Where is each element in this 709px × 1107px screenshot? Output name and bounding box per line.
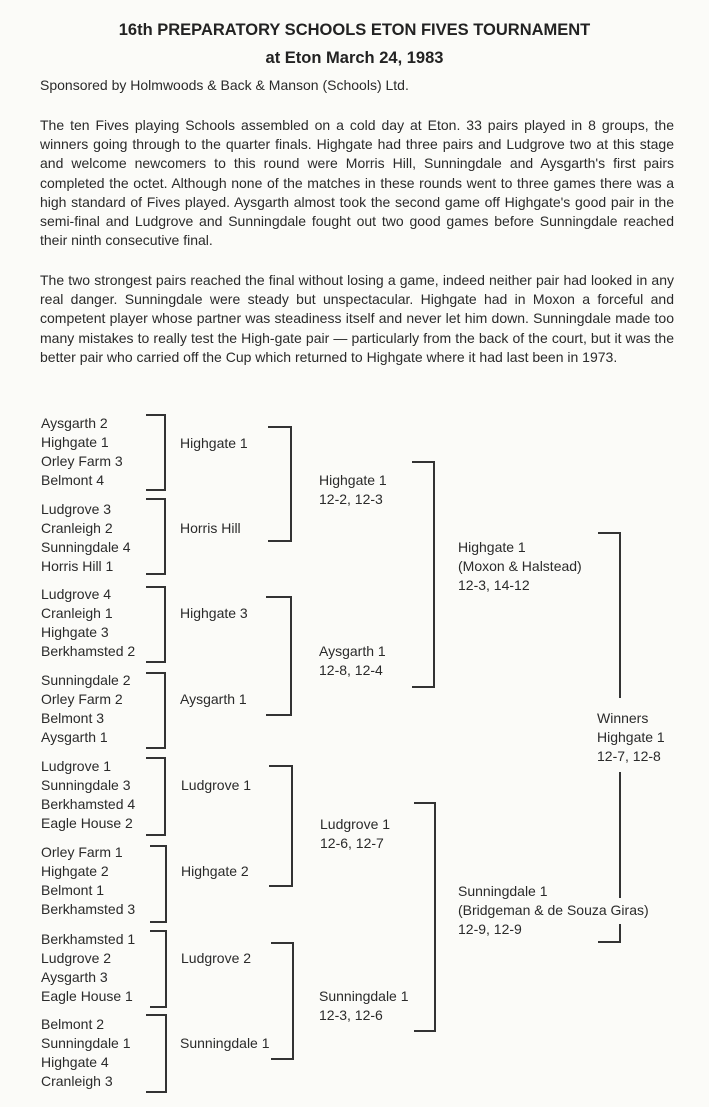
team: Highgate 2 xyxy=(41,863,109,879)
qf-bracket xyxy=(269,765,293,887)
team: Belmont 1 xyxy=(41,882,105,898)
team: Ludgrove 3 xyxy=(41,501,112,517)
qf-bracket xyxy=(266,596,292,716)
team: Ludgrove 2 xyxy=(41,950,112,966)
group-winner: Highgate 3 xyxy=(180,605,248,621)
team: Eagle House 2 xyxy=(41,815,133,831)
team: Sunningdale 1 xyxy=(41,1035,131,1051)
sf-players: (Moxon & Halstead) xyxy=(458,558,582,574)
winners-label: Winners xyxy=(597,710,649,726)
final-bracket-top xyxy=(598,532,621,534)
group-bracket xyxy=(146,414,166,491)
final-winner: Winners Highgate 1 12-7, 12-8 xyxy=(597,710,665,764)
team: Ludgrove 1 xyxy=(41,758,112,774)
qf-winner: Ludgrove 1 12-6, 12-7 xyxy=(320,816,391,851)
group-bracket xyxy=(150,845,167,923)
group-winner: Highgate 2 xyxy=(181,863,249,879)
group-bracket xyxy=(146,1014,167,1093)
final-bracket-lower xyxy=(619,772,621,898)
article-paragraph-1: The ten Fives playing Schools assembled on a cold day at Eton. 33 pairs played in 8 groups, the winners going through to the quarter finals. Highgate had three pairs and Ludgrove two at this stage and welcome newcomers to this round were Morris Hill, Sunningdale and Aysgarth's first pairs completed the octet. Although none of the matches in these rounds went to three games there was a high standard of Fives played. Aysgarth almost took the second game off Highgate's good pair in the semi-final and Ludgrove and Sunningdale fought out two good games before Sunningdale reached their ninth consecutive final. xyxy=(40,117,674,249)
group-bracket xyxy=(150,930,167,1008)
team: Belmont 4 xyxy=(41,472,105,488)
group-bracket xyxy=(146,586,166,663)
group-winner: Highgate 1 xyxy=(180,435,248,451)
group-winner: Aysgarth 1 xyxy=(180,691,247,707)
team: Highgate 4 xyxy=(41,1054,109,1070)
team: Cranleigh 2 xyxy=(41,520,113,536)
sf-bracket xyxy=(412,461,435,688)
group-1 xyxy=(41,414,123,490)
team: Horris Hill 1 xyxy=(41,558,114,574)
group-winner: Ludgrove 1 xyxy=(181,777,252,793)
qf-winner: Highgate 1 12-2, 12-3 xyxy=(319,472,387,507)
final-bracket-upper xyxy=(619,532,621,698)
group-2 xyxy=(41,500,131,576)
group-winner: Sunningdale 1 xyxy=(180,1035,270,1051)
article-paragraph-2: The two strongest pairs reached the final without losing a game, indeed neither pair had looked in any real danger. Sunningdale were steady but unspectacular. Highgate had in Moxon a forceful and competent player whose partner was steadiness itself and never let him down. Sunningdale made too many mistakes to really test the High-gate pair — particularly from the back of the court, but it was the better pair who carried off the Cup which returned to Highgate where it had last been in 1973. xyxy=(40,272,674,365)
sf-players: (Bridgeman & de Souza Giras) xyxy=(458,902,649,918)
final-bracket-bottom xyxy=(598,941,621,943)
team: Berkhamsted 2 xyxy=(41,643,136,659)
team: Belmont 2 xyxy=(41,1016,105,1032)
team: Sunningdale 2 xyxy=(41,672,131,688)
team: Berkhamsted 1 xyxy=(41,931,136,947)
team: Aysgarth 1 xyxy=(41,729,108,745)
sf-winner: Highgate 1 (Moxon & Halstead) 12-3, 14-12 xyxy=(458,539,582,593)
team: Sunningdale 4 xyxy=(41,539,131,555)
qf-score: 12-8, 12-4 xyxy=(319,662,383,678)
team: Berkhamsted 4 xyxy=(41,796,136,812)
sponsor-line: Sponsored by Holmwoods & Back & Manson (Schools) Ltd. xyxy=(40,77,409,93)
group-winner: Ludgrove 2 xyxy=(181,950,252,966)
team: Berkhamsted 3 xyxy=(41,901,136,917)
group-bracket xyxy=(146,498,166,575)
group-7 xyxy=(41,930,135,1006)
team: Orley Farm 1 xyxy=(41,844,123,860)
qf-score: 12-3, 12-6 xyxy=(319,1007,383,1023)
group-8 xyxy=(41,1015,131,1091)
group-3 xyxy=(41,585,135,661)
page-title: 16th PREPARATORY SCHOOLS ETON FIVES TOURNAMENT xyxy=(118,21,591,39)
sf-bracket xyxy=(414,802,436,1032)
group-winner: Horris Hill xyxy=(180,520,241,536)
final-score: 12-7, 12-8 xyxy=(597,748,661,764)
team: Orley Farm 3 xyxy=(41,453,123,469)
team: Sunningdale 3 xyxy=(41,777,131,793)
team: Highgate 3 xyxy=(41,624,109,640)
qf-bracket xyxy=(268,426,292,542)
team: Highgate 1 xyxy=(41,434,109,450)
team: Orley Farm 2 xyxy=(41,691,123,707)
group-bracket xyxy=(146,757,166,836)
team: Cranleigh 1 xyxy=(41,605,113,621)
team: Cranleigh 3 xyxy=(41,1073,113,1089)
team: Ludgrove 4 xyxy=(41,586,112,602)
sf-score: 12-9, 12-9 xyxy=(458,921,522,937)
qf-winner: Aysgarth 1 12-8, 12-4 xyxy=(319,643,386,678)
group-4 xyxy=(41,671,131,747)
group-5 xyxy=(41,757,135,833)
qf-score: 12-2, 12-3 xyxy=(319,491,383,507)
team: Aysgarth 3 xyxy=(41,969,108,985)
page-subtitle: at Eton March 24, 1983 xyxy=(265,49,444,67)
sf-score: 12-3, 14-12 xyxy=(458,577,530,593)
sf-winner: Sunningdale 1 (Bridgeman & de Souza Giras) 12-9, 12-9 xyxy=(458,883,649,937)
team: Belmont 3 xyxy=(41,710,105,726)
group-6 xyxy=(41,843,135,919)
group-bracket xyxy=(146,672,166,749)
qf-bracket xyxy=(271,942,294,1060)
team: Aysgarth 2 xyxy=(41,415,108,431)
qf-score: 12-6, 12-7 xyxy=(320,835,384,851)
team: Eagle House 1 xyxy=(41,988,133,1004)
qf-winner: Sunningdale 1 12-3, 12-6 xyxy=(319,988,409,1023)
